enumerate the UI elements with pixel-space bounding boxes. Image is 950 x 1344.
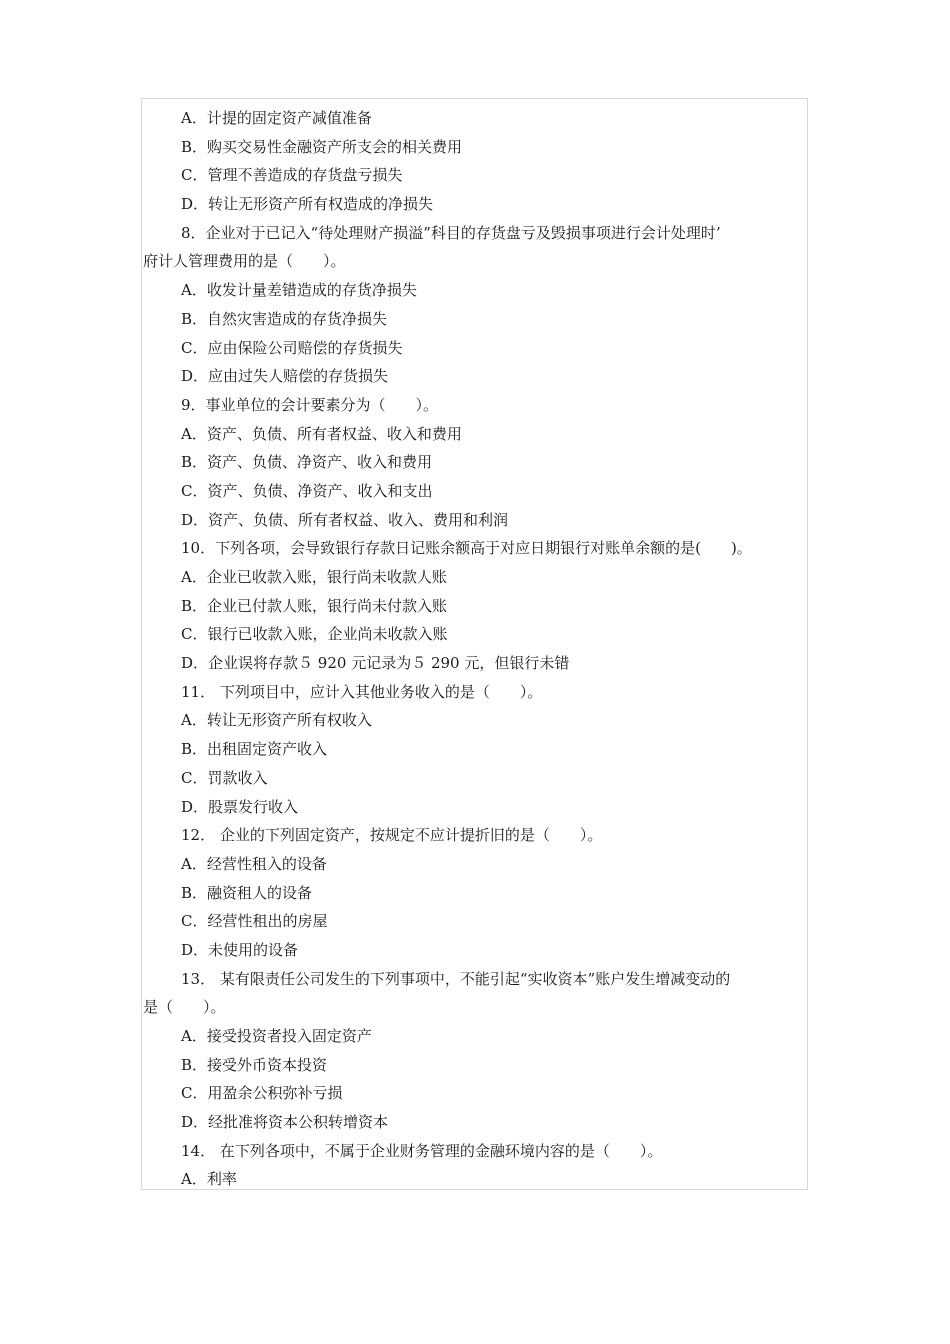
answer-option: D．转让无形资产所有权造成的净损失 — [181, 195, 434, 214]
answer-option: B．自然灾害造成的存货净损失 — [181, 309, 388, 328]
question-text: 11． 下列项目中，应计入其他业务收入的是（ ）。 — [181, 682, 543, 701]
document-body — [143, 104, 809, 1194]
answer-option: C．经营性租出的房屋 — [181, 912, 328, 931]
answer-option: D．经批准将资本公积转增资本 — [181, 1113, 389, 1132]
answer-option: C．应由保险公司赔偿的存货损失 — [181, 338, 403, 357]
answer-option: A．企业已收款入账，银行尚未收款人账 — [181, 568, 447, 586]
answer-option: A．利率 — [181, 1170, 237, 1189]
answer-option: A．转让无形资产所有权收入 — [181, 711, 372, 730]
answer-option: B．购买交易性金融资产所支会的相关费用 — [181, 137, 463, 156]
answer-option: C．罚款收入 — [181, 768, 268, 787]
answer-option: B．融资租人的设备 — [181, 883, 313, 902]
answer-option: B．出租固定资产收入 — [181, 740, 328, 759]
answer-option: B．资产、负债、净资产、收入和费用 — [181, 453, 433, 472]
question-text: 13． 某有限责任公司发生的下列事项中，不能引起“实收资本”账户发生增减变动的 — [181, 969, 731, 988]
answer-option: D．应由过失人赔偿的存货损失 — [181, 367, 389, 386]
question-continuation: 府计人管理费用的是（ ）。 — [143, 252, 346, 271]
answer-option: B．接受外币资本投资 — [181, 1055, 328, 1074]
answer-option: C．银行已收款入账，企业尚未收款入账 — [181, 625, 448, 644]
question-text: 14． 在下列各项中，不属于企业财务管理的金融环境内容的是（ ）。 — [181, 1141, 663, 1160]
question-continuation: 是（ ）。 — [143, 998, 226, 1017]
answer-option: C．资产、负债、净资产、收入和支出 — [181, 481, 433, 500]
question-text: 9．事业单位的会计要素分为（ ）。 — [181, 395, 439, 414]
answer-option: B．企业已付款人账，银行尚未付款入账 — [181, 596, 448, 615]
answer-option: D．股票发行收入 — [181, 797, 299, 816]
answer-option: A．计提的固定资产减值准备 — [181, 109, 372, 127]
answer-option: A．经营性租入的设备 — [181, 854, 327, 873]
answer-option: C．用盈余公积弥补亏损 — [181, 1084, 343, 1103]
answer-option: A．接受投资者投入固定资产 — [181, 1027, 372, 1045]
answer-option: C．管理不善造成的存货盘亏损失 — [181, 166, 403, 185]
answer-option: D．未使用的设备 — [181, 940, 299, 959]
answer-option: A．收发计量差错造成的存货净损失 — [181, 281, 417, 300]
question-text: 12． 企业的下列固定资产，按规定不应计提折旧的是（ ）。 — [181, 826, 603, 845]
question-text: 10．下列各项，会导致银行存款日记账余额高于对应日期银行对账单余额的是( )。 — [181, 539, 752, 558]
answer-option: D．资产、负债、所有者权益、收入、费用和利润 — [181, 510, 509, 529]
answer-option: A．资产、负债、所有者权益、收入和费用 — [181, 424, 462, 443]
answer-option: D．企业误将存款５ 920 元记录为５ 290 元，但银行未错 — [181, 654, 570, 673]
question-text: 8．企业对于已记入“待处理财产损溢”科目的存货盘亏及毁损事项进行会计处理时’ — [181, 223, 721, 242]
